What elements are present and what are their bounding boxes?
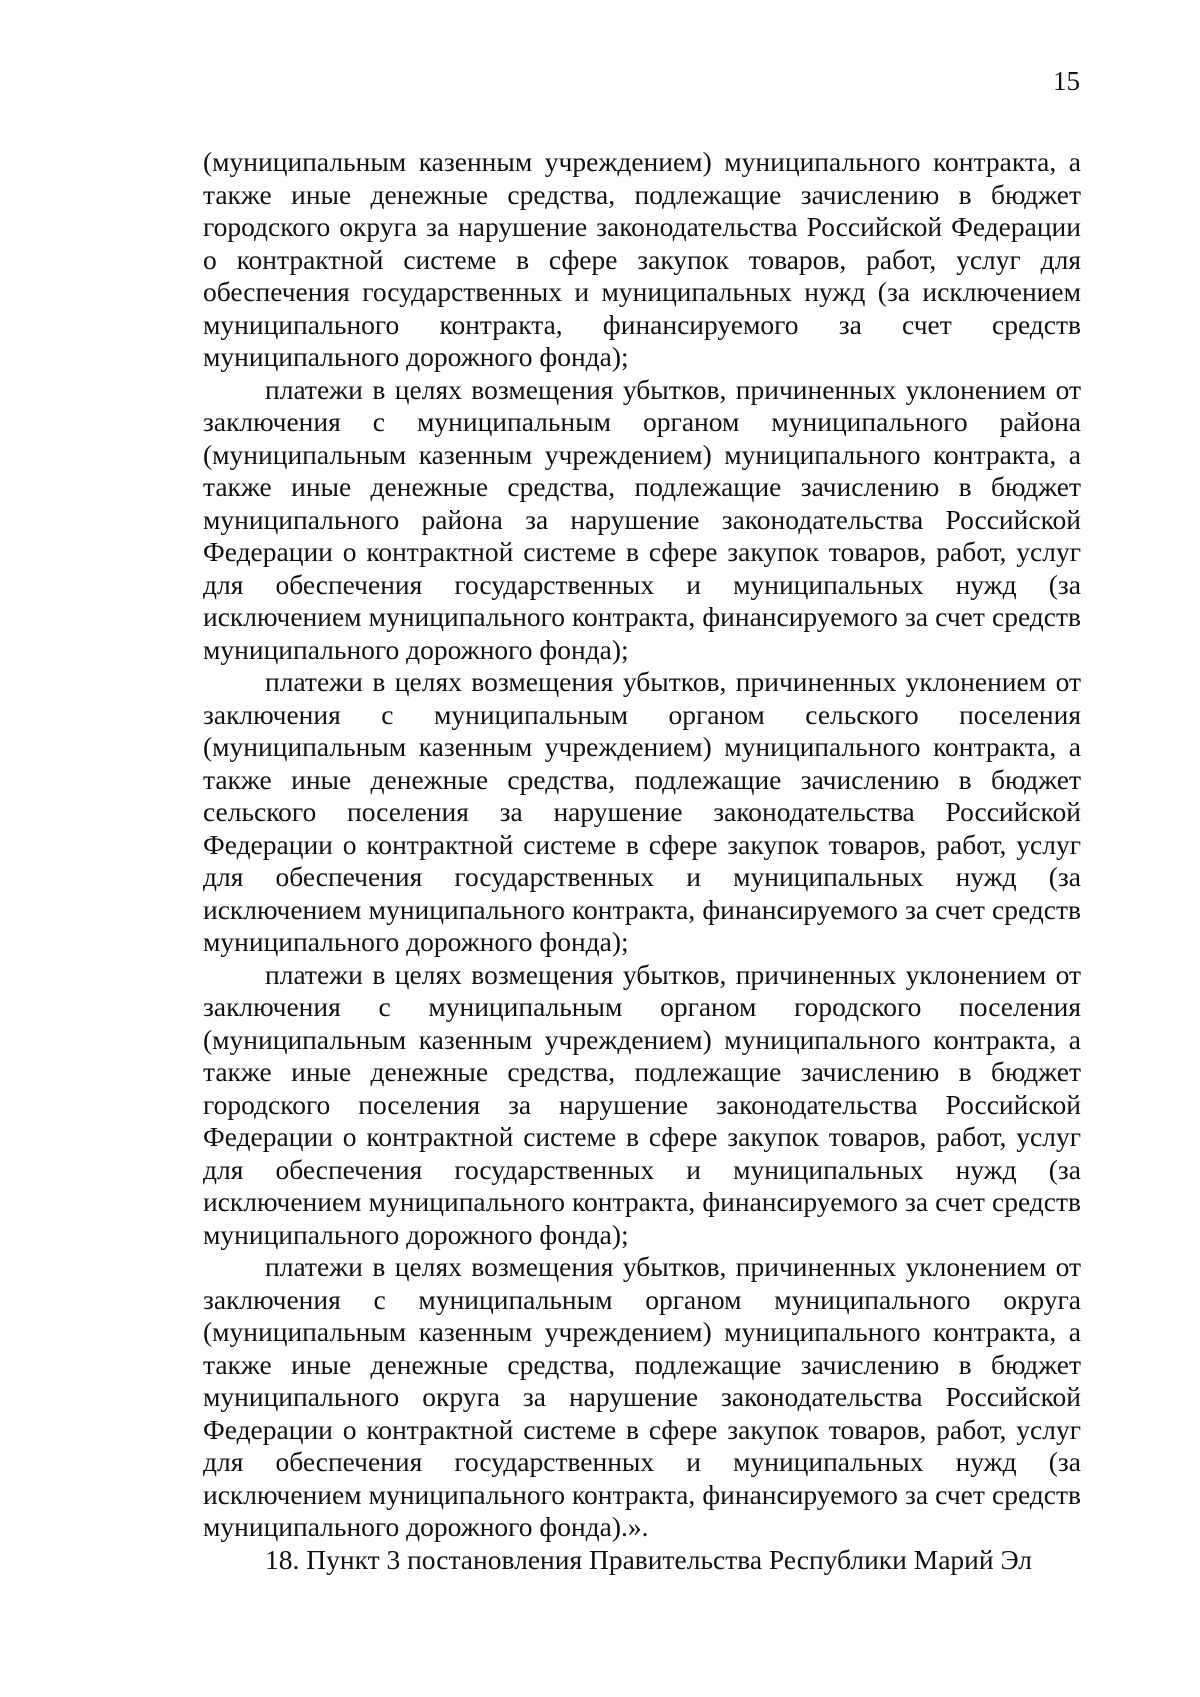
document-body (203, 146, 1081, 1576)
paragraph-2: платежи в целях возмещения убытков, причиненных уклонением от заключения с муниципальным органом муниципального района (муниципальным казенным учреждением) муниципального контракта, а также иные денежные средства, подлежащие зачислению в бюджет муниципального района за нарушение законодательства Российской Федерации о контрактной системе в сфере закупок товаров, работ, услуг для обеспечения государственных и муниципальных нужд (за исключением муниципального контракта, финансируемого за счет средств муниципального дорожного фонда); (203, 373, 1081, 665)
paragraph-6: 18. Пункт 3 постановления Правительства Республики Марий Эл (265, 1543, 1032, 1575)
paragraph-1: (муниципальным казенным учреждением) муниципального контракта, а также иные денежные средства, подлежащие зачислению в бюджет городского округа за нарушение законодательства Российской Федерации о контрактной системе в сфере закупок товаров, работ, услуг для обеспечения государственных и муниципальных нужд (за исключением муниципального контракта, финансируемого за счет средств муниципального дорожного фонда); (203, 146, 1081, 372)
paragraph-3: платежи в целях возмещения убытков, причиненных уклонением от заключения с муниципальным органом сельского поселения (муниципальным казенным учреждением) муниципального контракта, а также иные денежные средства, подлежащие зачислению в бюджет сельского поселения за нарушение законодательства Российской Федерации о контрактной системе в сфере закупок товаров, работ, услуг для обеспечения государственных и муниципальных нужд (за исключением муниципального контракта, финансируемого за счет средств муниципального дорожного фонда); (203, 666, 1081, 957)
page-number: 15 (1053, 66, 1080, 96)
paragraph-5: платежи в целях возмещения убытков, причиненных уклонением от заключения с муниципальным органом муниципального округа (муниципальным казенным учреждением) муниципального контракта, а также иные денежные средства, подлежащие зачислению в бюджет муниципального округа за нарушение законодательства Российской Федерации о контрактной системе в сфере закупок товаров, работ, услуг для обеспечения государственных и муниципальных нужд (за исключением муниципального контракта, финансируемого за счет средств муниципального дорожного фонда).». (203, 1251, 1081, 1542)
paragraph-4: платежи в целях возмещения убытков, причиненных уклонением от заключения с муниципальным органом городского поселения (муниципальным казенным учреждением) муниципального контракта, а также иные денежные средства, подлежащие зачислению в бюджет городского поселения за нарушение законодательства Российской Федерации о контрактной системе в сфере закупок товаров, работ, услуг для обеспечения государственных и муниципальных нужд (за исключением муниципального контракта, финансируемого за счет средств муниципального дорожного фонда); (203, 958, 1081, 1250)
